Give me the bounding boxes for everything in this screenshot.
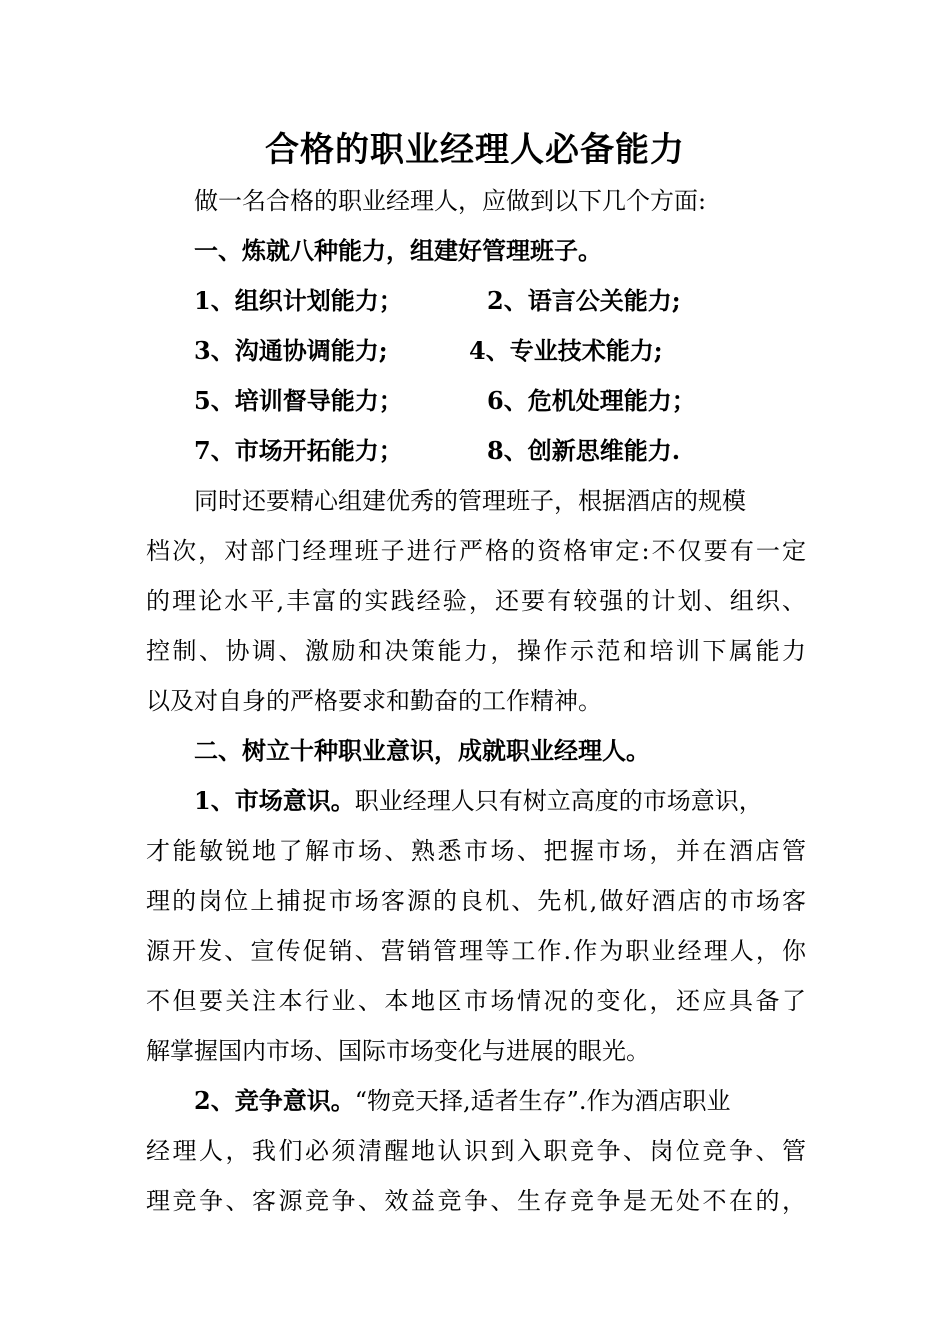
paragraph-line: 以及对自身的严格要求和勤奋的工作精神。 — [146, 687, 602, 715]
paragraph-line: 经理人，我们必须清醒地认识到入职竞争、岗位竞争、管 — [146, 1137, 806, 1165]
ability-row — [194, 433, 854, 469]
ability-item: 1、组织计划能力； — [194, 286, 403, 315]
paragraph-line: 理的岗位上捕捉市场客源的良机、先机,做好酒店的市场客 — [146, 887, 806, 915]
paragraph-line — [194, 783, 806, 819]
paragraph-line: 不但要关注本行业、本地区市场情况的变化，还应具备了 — [146, 987, 806, 1015]
ability-item: 8、创新思维能力. — [487, 436, 681, 465]
ability-row — [194, 333, 854, 369]
ability-item: 6、危机处理能力； — [487, 386, 696, 415]
paragraph-line: 同时还要精心组建优秀的管理班子，根据酒店的规模 — [194, 487, 746, 515]
ability-row — [194, 383, 854, 419]
document-title: 合格的职业经理人必备能力 — [265, 130, 685, 170]
section2-heading: 二、树立十种职业意识，成就职业经理人。 — [194, 736, 650, 765]
paragraph-line: 控制、协调、激励和决策能力，操作示范和培训下属能力 — [146, 637, 806, 665]
item-label: 1、市场意识。 — [194, 786, 355, 815]
paragraph-line: 解掌握国内市场、国际市场变化与进展的眼光。 — [146, 1037, 650, 1065]
paragraph-line: 的理论水平,丰富的实践经验，还要有较强的计划、组织、 — [146, 587, 806, 615]
ability-item: 2、语言公关能力; — [487, 286, 681, 315]
item-label: 2、竞争意识。 — [194, 1086, 355, 1115]
item-text: “物竞天择,适者生存”.作为酒店职业 — [354, 1087, 731, 1115]
paragraph-line: 源开发、宣传促销、营销管理等工作.作为职业经理人，你 — [146, 937, 806, 965]
ability-item: 4、专业技术能力; — [469, 336, 663, 365]
ability-row — [194, 283, 854, 319]
ability-item: 5、培训督导能力； — [194, 386, 403, 415]
intro-text: 做一名合格的职业经理人，应做到以下几个方面: — [194, 187, 707, 215]
paragraph-line: 档次，对部门经理班子进行严格的资格审定:不仅要有一定 — [146, 537, 806, 565]
ability-item: 3、沟通协调能力; — [194, 336, 388, 365]
section1-heading: 一、炼就八种能力，组建好管理班子。 — [194, 236, 602, 265]
item-text: 职业经理人只有树立高度的市场意识， — [354, 787, 763, 815]
paragraph-line — [194, 1083, 806, 1119]
paragraph-line: 理竞争、客源竞争、效益竞争、生存竞争是无处不在的， — [146, 1187, 806, 1215]
paragraph-line: 才能敏锐地了解市场、熟悉市场、把握市场，并在酒店管 — [146, 837, 806, 865]
ability-item: 7、市场开拓能力； — [194, 436, 403, 465]
